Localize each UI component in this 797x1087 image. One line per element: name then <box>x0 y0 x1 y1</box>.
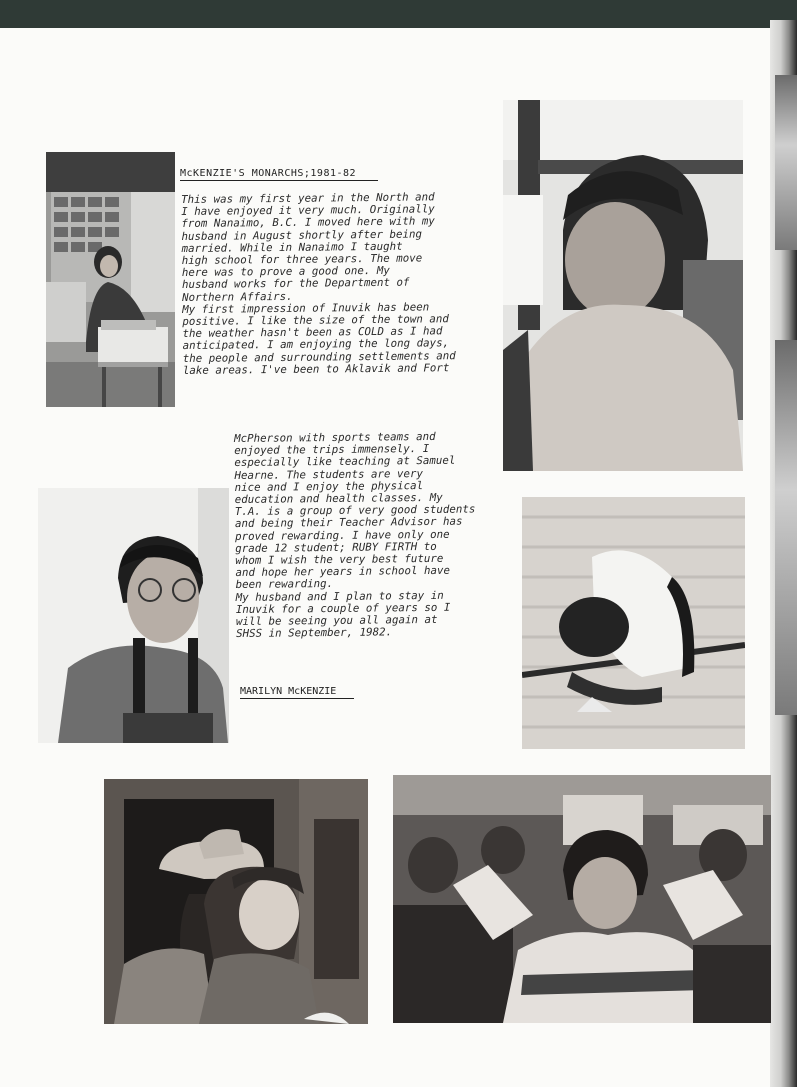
text-line: the weather hasn't been as COLD as I had <box>182 324 443 341</box>
article-paragraph-first <box>181 191 456 377</box>
text-line: whom I wish the very best future <box>235 551 444 568</box>
text-line: the people and surrounding settlements and <box>182 348 456 365</box>
text-line: proved rewarding. I have only one <box>235 527 450 543</box>
text-line: and being their Teacher Advisor has <box>234 515 463 531</box>
photo-student-gym-overhead <box>522 497 745 749</box>
text-line: enjoyed the trips immensely. I <box>234 442 430 458</box>
text-line: high school for three years. The move <box>181 251 423 268</box>
text-line: I have enjoyed it very much. Originally <box>181 202 435 219</box>
article-title: McKENZIE'S MONARCHS;1981-82 <box>180 168 378 181</box>
text-line: married. While in Nanaimo I taught <box>181 239 403 255</box>
photo-student-with-glasses <box>38 488 229 743</box>
text-line: husband in August shortly after being <box>181 227 423 243</box>
photo-student-bus-window <box>503 100 743 471</box>
text-line: T.A. is a group of very good students <box>234 502 476 519</box>
text-line: My first impression of Inuvik has been <box>182 300 430 316</box>
text-line: been rewarding. <box>235 577 334 592</box>
text-line: Hearne. The students are very <box>234 466 424 482</box>
text-line: anticipated. I am enjoying the long days, <box>182 336 450 353</box>
author-signature: MARILYN McKENZIE <box>240 686 354 699</box>
text-line: SHSS in September, 1982. <box>236 625 393 641</box>
text-line: husband works for the Department of <box>181 276 410 292</box>
text-line: My husband and I plan to stay in <box>235 588 444 604</box>
next-page-photo-bottom <box>775 340 797 715</box>
text-line: McPherson with sports teams and <box>233 429 436 445</box>
text-line: positive. I like the size of the town and <box>182 312 449 329</box>
text-line: lake areas. I've been to Aklavik and Fort <box>182 361 450 377</box>
next-page-photo-top <box>775 75 797 250</box>
text-line: and hope her years in school have <box>235 563 451 580</box>
text-line: This was my first year in the North and <box>180 190 435 206</box>
photo-students-cowboy-hat <box>104 779 368 1024</box>
text-line: Northern Affairs. <box>182 289 293 304</box>
text-line: nice and I enjoy the physical <box>234 478 424 494</box>
text-line: from Nanaimo, B.C. I moved here with my <box>181 214 435 231</box>
text-line: especially like teaching at Samuel <box>234 454 456 470</box>
text-line: will be seeing you all again at <box>235 612 438 629</box>
text-line: here was to prove a good one. My <box>181 264 390 280</box>
article-paragraph-second <box>234 430 477 640</box>
text-line: Inuvik for a couple of years so I <box>235 600 451 616</box>
text-line: grade 12 student; RUBY FIRTH to <box>235 539 437 555</box>
photo-teacher-at-desk <box>46 152 175 407</box>
text-line: education and health classes. My <box>234 490 443 507</box>
photo-students-on-bus <box>393 775 771 1023</box>
